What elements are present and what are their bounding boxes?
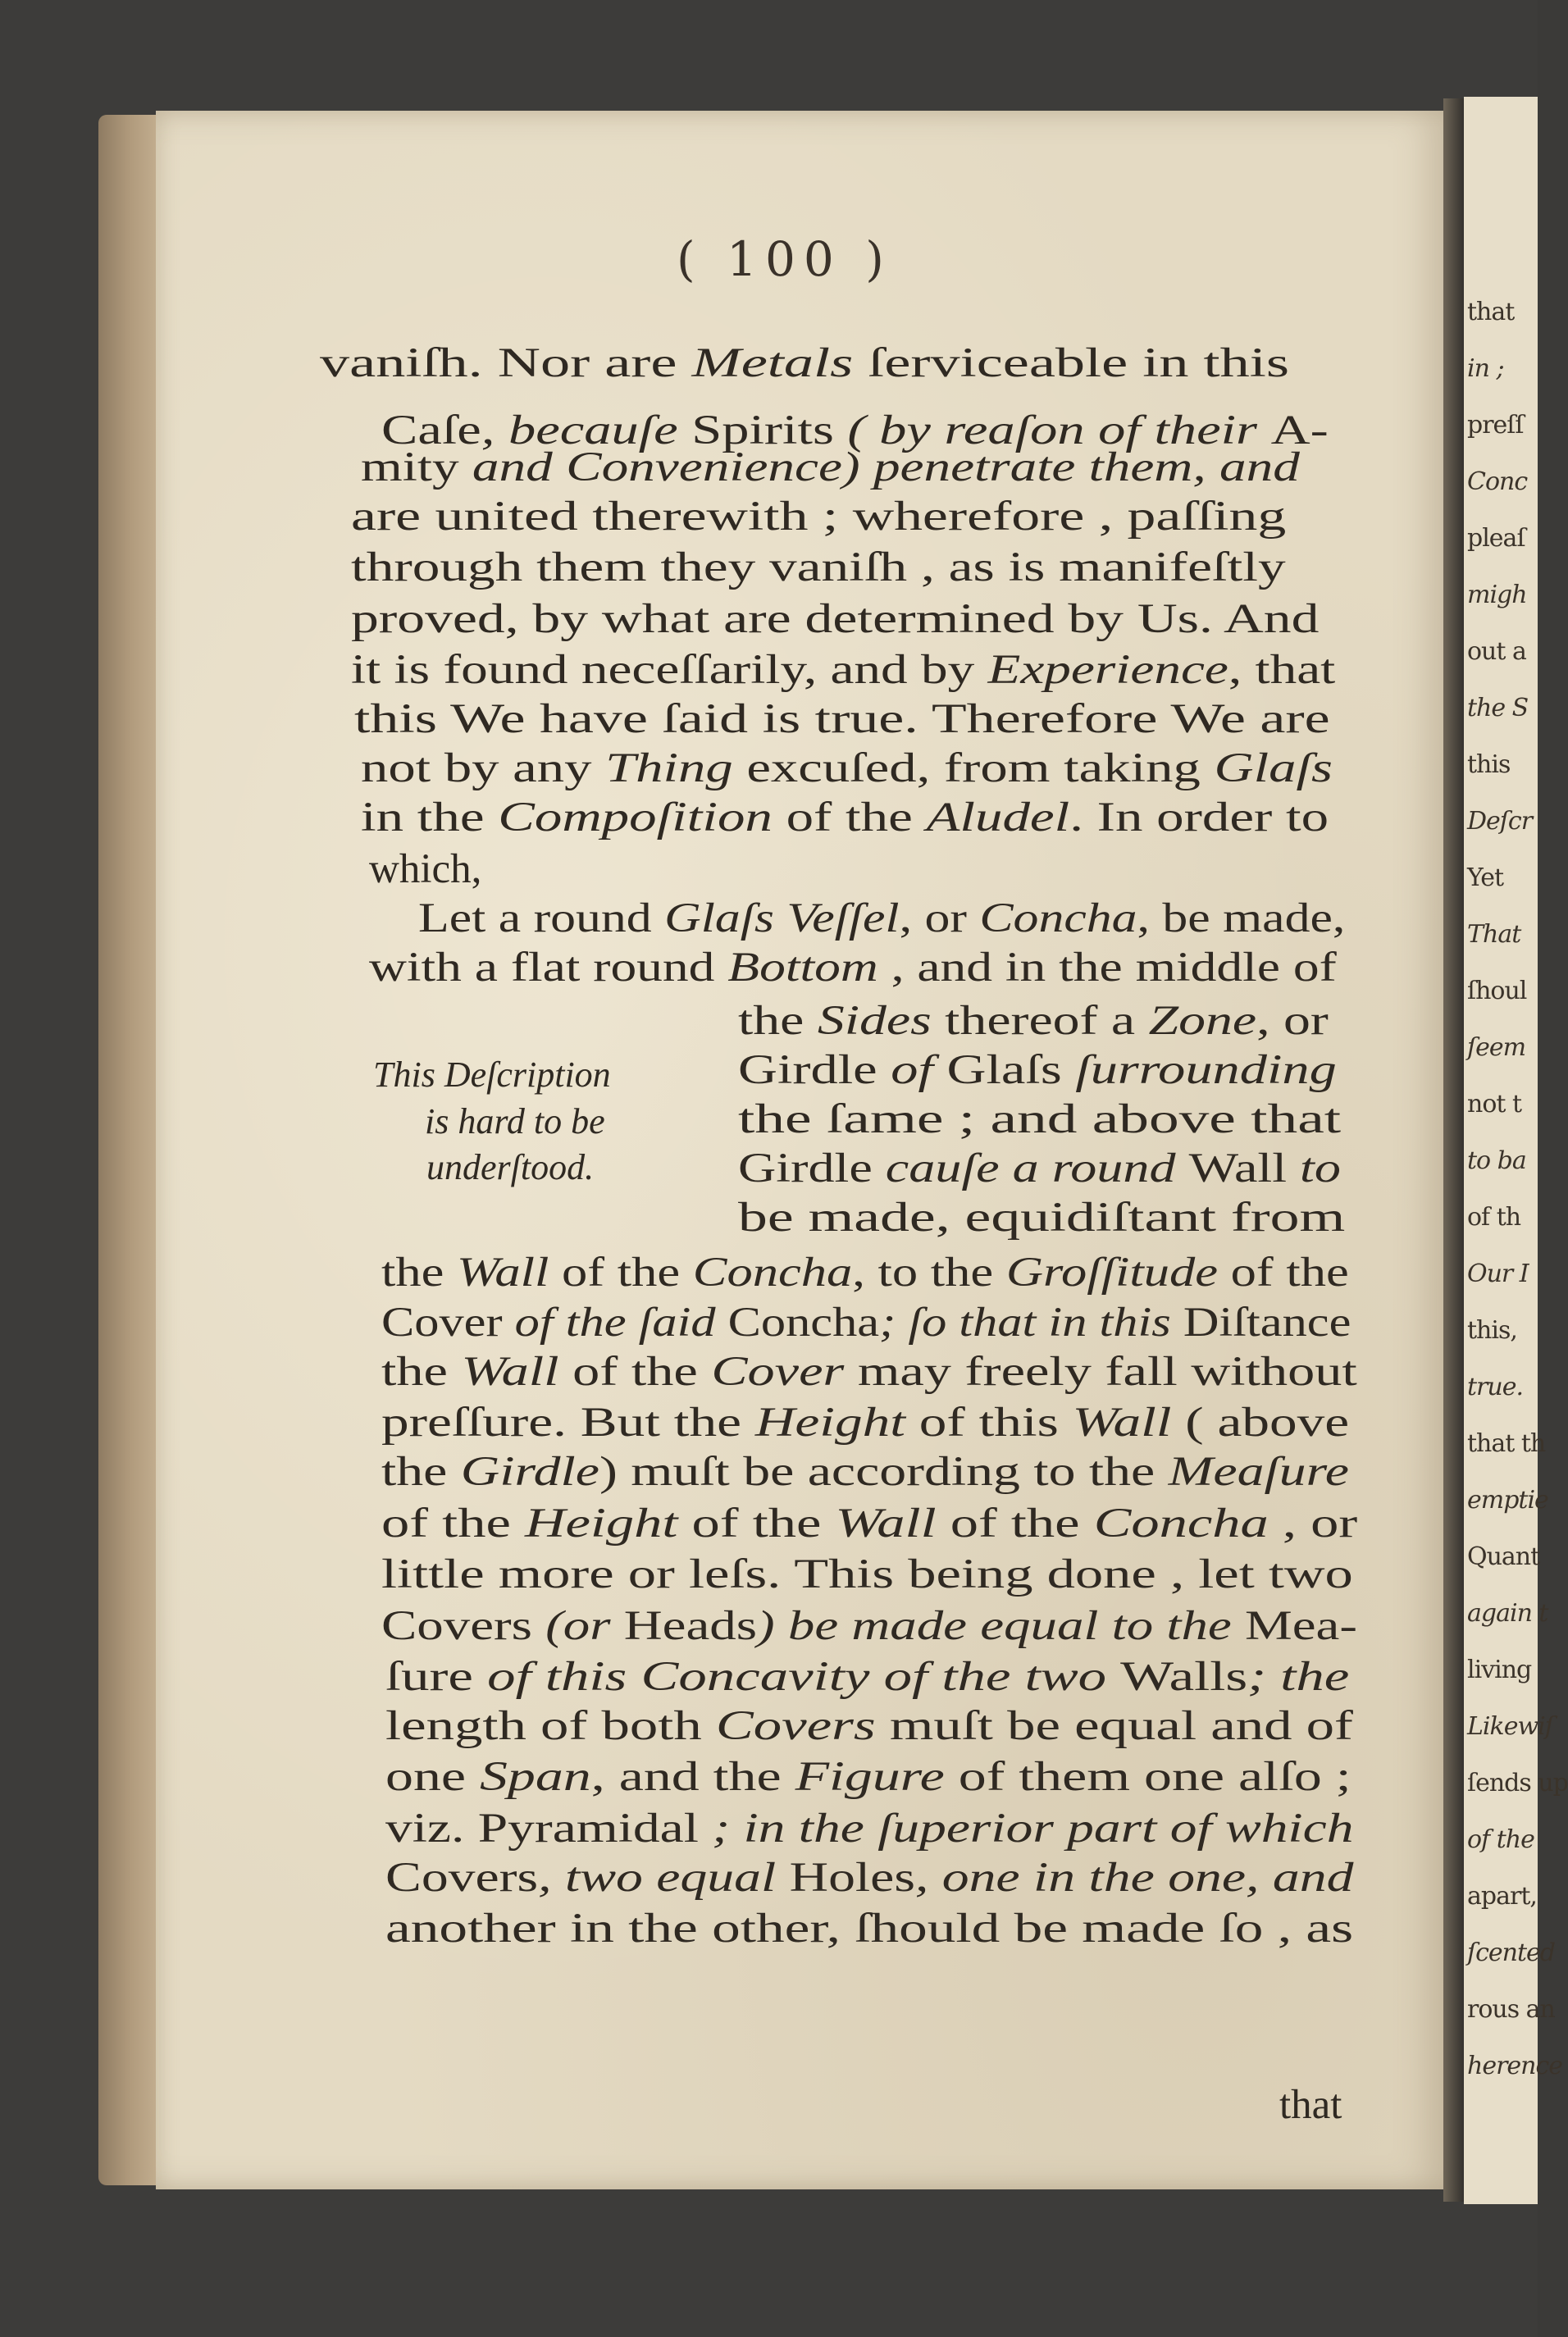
text-line xyxy=(381,1302,1351,1344)
italic-term: Experience xyxy=(987,647,1228,693)
italic-term: (or xyxy=(531,1603,624,1649)
facing-page-fragment: pleaſ xyxy=(1467,524,1525,553)
text-run: Spirits xyxy=(691,408,834,453)
italic-term: cauſe a round xyxy=(872,1146,1189,1191)
facing-page-fragment: Our I xyxy=(1467,1260,1529,1288)
text-line xyxy=(381,1551,1353,1597)
italic-term: , two equal xyxy=(538,1855,790,1901)
italic-term: Groſſitude xyxy=(1005,1250,1219,1296)
text-line xyxy=(738,1096,1342,1142)
text-run: not by any xyxy=(361,745,606,791)
italic-term: Thing xyxy=(605,745,733,791)
italic-term: Sides xyxy=(817,998,932,1044)
text-run: Glaſs xyxy=(946,1047,1062,1093)
italic-term xyxy=(464,1806,477,1852)
text-run: excuſed, from taking xyxy=(732,745,1215,791)
italic-term: , becauſe xyxy=(481,408,692,453)
italic-term: Girdle xyxy=(460,1449,599,1495)
text-run: of the xyxy=(549,1250,693,1296)
text-line xyxy=(385,1808,1353,1850)
italic-term: ( by reaſon of their xyxy=(833,408,1271,453)
text-run: with a flat round xyxy=(369,945,728,991)
facing-page-fragment: out a xyxy=(1467,637,1526,666)
italic-term: Glaſs Veſſel xyxy=(664,895,900,941)
text-run: ſerviceable in this xyxy=(853,340,1289,386)
catchword: that xyxy=(1279,2082,1342,2128)
text-run: mity xyxy=(361,444,459,490)
text-line xyxy=(385,1908,1353,1950)
text-line xyxy=(418,895,1346,941)
text-run: Wall xyxy=(1188,1146,1288,1191)
facing-page-fragment: herence xyxy=(1467,2052,1563,2080)
facing-page-fragment: emptie xyxy=(1467,1486,1548,1515)
facing-page-fragment: That xyxy=(1467,920,1521,949)
facing-page-fragment: true. xyxy=(1467,1373,1524,1401)
text-line xyxy=(361,797,1329,839)
text-line xyxy=(385,1656,1349,1698)
text-run: of the xyxy=(558,1349,712,1395)
facing-page-fragment: migh xyxy=(1467,581,1527,609)
italic-term: Bottom xyxy=(727,945,878,991)
italic-term: Compoſition xyxy=(498,795,773,840)
text-run: Pyramidal xyxy=(477,1806,699,1852)
italic-term: Height xyxy=(754,1400,905,1446)
facing-page-fragment: this xyxy=(1467,750,1511,779)
text-run: Covers xyxy=(381,1603,532,1649)
facing-page-fragment: preſſ xyxy=(1467,411,1524,440)
text-run: , or xyxy=(1268,1501,1358,1547)
facing-page-fragment: that th xyxy=(1467,1429,1546,1458)
italic-term: of this Concavity of the two xyxy=(472,1654,1121,1700)
facing-page-fragment: of th xyxy=(1467,1203,1521,1232)
text-run: of them one alſo ; xyxy=(944,1754,1351,1800)
text-run: Concha xyxy=(727,1300,880,1346)
text-run: be made, equidiſtant from xyxy=(738,1195,1346,1241)
text-run: one xyxy=(385,1754,480,1800)
italic-term: ; ſo that in this xyxy=(879,1300,1183,1346)
text-run: viz. xyxy=(385,1806,465,1852)
text-run: of the xyxy=(772,795,927,840)
italic-term: , one in the one, and xyxy=(914,1855,1354,1901)
text-run: , or xyxy=(1256,998,1329,1044)
text-run: Caſe xyxy=(381,408,481,453)
text-line xyxy=(381,1402,1349,1444)
facing-page-fragment: not t xyxy=(1467,1090,1522,1118)
text-line xyxy=(738,1047,1337,1093)
facing-page-fragment: that xyxy=(1467,298,1515,326)
text-line xyxy=(381,1351,1357,1393)
text-run: Girdle xyxy=(738,1146,873,1191)
facing-page-fragment: Quant xyxy=(1467,1542,1540,1571)
text-run: Holes xyxy=(789,1855,915,1901)
facing-page-fragment: in ; xyxy=(1467,354,1504,383)
text-run: of the xyxy=(381,1501,525,1547)
facing-page-fragment: of the xyxy=(1467,1825,1534,1854)
text-line xyxy=(738,1148,1341,1190)
text-run: the xyxy=(381,1349,462,1395)
facing-page-fragment: rous an xyxy=(1467,1995,1555,2024)
text-run: it is found neceſſarily, and by xyxy=(351,647,988,693)
text-run: Mea- xyxy=(1244,1603,1357,1649)
text-run: proved, by what are determined by Us. And xyxy=(351,596,1320,642)
text-run: Cover xyxy=(381,1300,503,1346)
text-run: this We have ſaid is true. Therefore We are xyxy=(354,696,1330,742)
text-line xyxy=(369,947,1337,989)
text-run: another in the other, ſhould be made ſo , as xyxy=(385,1906,1354,1952)
italic-term: Wall xyxy=(461,1349,559,1395)
facing-page-fragment: ſeem xyxy=(1467,1033,1526,1062)
facing-page-fragment: again t xyxy=(1467,1599,1548,1628)
facing-page-fragment: to ba xyxy=(1467,1146,1526,1175)
italic-term: ſurrounding xyxy=(1061,1047,1337,1093)
text-run: the ſame ; and above that xyxy=(738,1096,1342,1142)
text-run: muſt be equal and of xyxy=(875,1703,1353,1749)
italic-term: Wall xyxy=(835,1501,937,1547)
text-line xyxy=(381,1503,1357,1545)
text-run: A- xyxy=(1270,408,1329,453)
text-line xyxy=(381,1451,1349,1493)
text-run: Covers xyxy=(385,1855,539,1901)
text-run: of this xyxy=(905,1400,1073,1446)
text-run: , and in the middle of xyxy=(877,945,1337,991)
italic-term: of xyxy=(877,1047,947,1093)
italic-term: ; in the ſuperior part of which xyxy=(698,1806,1354,1852)
italic-term: Concha xyxy=(1093,1501,1269,1547)
facing-page-fragment: ſhoul xyxy=(1467,977,1527,1005)
text-line xyxy=(381,1603,1357,1649)
facing-page-fragment: Yet xyxy=(1467,863,1504,892)
text-run: thereof a xyxy=(931,998,1149,1044)
text-run: Let a round xyxy=(418,895,665,941)
italic-term: Covers xyxy=(715,1703,876,1749)
text-run: are united therewith ; wherefore , paſſing xyxy=(351,494,1287,540)
italic-term: Figure xyxy=(795,1754,945,1800)
text-line xyxy=(351,649,1335,691)
facing-page-fragment: ſends up xyxy=(1467,1769,1568,1797)
text-run: the xyxy=(381,1449,461,1495)
facing-page-fragment: Deſcr xyxy=(1467,807,1533,836)
italic-term: Height xyxy=(524,1501,678,1547)
margin-note-line: is hard to be xyxy=(425,1101,605,1141)
text-run: may freely fall without xyxy=(844,1349,1357,1395)
text-run: Heads xyxy=(623,1603,758,1649)
facing-page-fragment: living xyxy=(1467,1656,1532,1684)
text-run: preſſure. But the xyxy=(381,1400,755,1446)
facing-page-fragment: Likewiſ xyxy=(1467,1712,1553,1741)
text-run: , and the xyxy=(590,1754,795,1800)
text-run: Diſtance xyxy=(1183,1300,1351,1346)
facing-page xyxy=(1464,97,1568,2204)
margin-note-line: underſtood. xyxy=(426,1147,595,1187)
text-run: of the xyxy=(1218,1250,1349,1296)
text-line xyxy=(361,444,1300,490)
italic-term: Meaſure xyxy=(1168,1449,1349,1495)
italic-term: Span xyxy=(479,1754,591,1800)
text-line xyxy=(385,1756,1351,1798)
page-number: ( 100 ) xyxy=(677,231,892,287)
italic-term: Concha xyxy=(692,1250,853,1296)
text-run: ſure xyxy=(385,1654,473,1700)
italic-term: Metals xyxy=(691,340,854,386)
text-line xyxy=(354,696,1330,742)
text-run: the xyxy=(738,998,818,1044)
facing-page-fragment: Conc xyxy=(1467,467,1528,496)
text-run: Walls xyxy=(1120,1654,1248,1700)
italic-term: and Convenience) penetrate them, and xyxy=(458,444,1300,490)
facing-page-fragment: ſcented xyxy=(1467,1938,1555,1967)
italic-term: Aludel xyxy=(926,795,1070,840)
italic-term: Wall xyxy=(457,1250,549,1296)
facing-page-fragment: this, xyxy=(1467,1316,1517,1345)
text-line xyxy=(351,596,1320,642)
text-line xyxy=(381,1252,1349,1294)
text-run: of the xyxy=(677,1501,836,1547)
text-run: in the xyxy=(361,795,499,840)
facing-page-fragment: the S xyxy=(1467,694,1529,722)
text-run: the xyxy=(381,1250,458,1296)
text-run: ( above xyxy=(1171,1400,1350,1446)
text-run: , to the xyxy=(852,1250,1006,1296)
text-line xyxy=(738,1000,1329,1042)
text-line xyxy=(320,340,1289,386)
text-run: vaniſh. Nor are xyxy=(320,340,692,386)
italic-term: of the ſaid xyxy=(502,1300,728,1346)
text-run: , that xyxy=(1228,647,1336,693)
text-line xyxy=(361,745,1333,791)
italic-term: Concha xyxy=(979,895,1137,941)
margin-note-line: This Deſcription xyxy=(373,1055,611,1095)
text-run: , be made, xyxy=(1137,895,1346,941)
text-line xyxy=(738,1197,1345,1239)
text-line xyxy=(385,1857,1353,1899)
text-line xyxy=(385,1703,1353,1749)
italic-term: Glaſs xyxy=(1214,745,1333,791)
italic-term: Cover xyxy=(711,1349,845,1395)
book-gutter xyxy=(1443,98,1466,2202)
italic-term: ) be made equal to the xyxy=(757,1603,1245,1649)
text-run: Girdle xyxy=(738,1047,877,1093)
italic-term: to xyxy=(1287,1146,1341,1191)
text-run: which, xyxy=(369,846,482,892)
text-run: . In order to xyxy=(1069,795,1329,840)
text-run: length of both xyxy=(385,1703,716,1749)
text-run: through them they vaniſh , as is manifeſtly xyxy=(351,544,1286,590)
text-line xyxy=(351,544,1286,590)
text-run: little more or leſs. This being done , let two xyxy=(381,1551,1353,1597)
italic-term: ; the xyxy=(1247,1654,1350,1700)
italic-term: Wall xyxy=(1072,1400,1172,1446)
text-line xyxy=(369,846,482,892)
facing-page-fragment: apart, xyxy=(1467,1882,1537,1911)
italic-term: Zone xyxy=(1148,998,1257,1044)
text-run: ) muſt be according to the xyxy=(599,1449,1169,1495)
text-run: of the xyxy=(936,1501,1094,1547)
text-line xyxy=(351,496,1286,538)
text-run: , or xyxy=(899,895,980,941)
